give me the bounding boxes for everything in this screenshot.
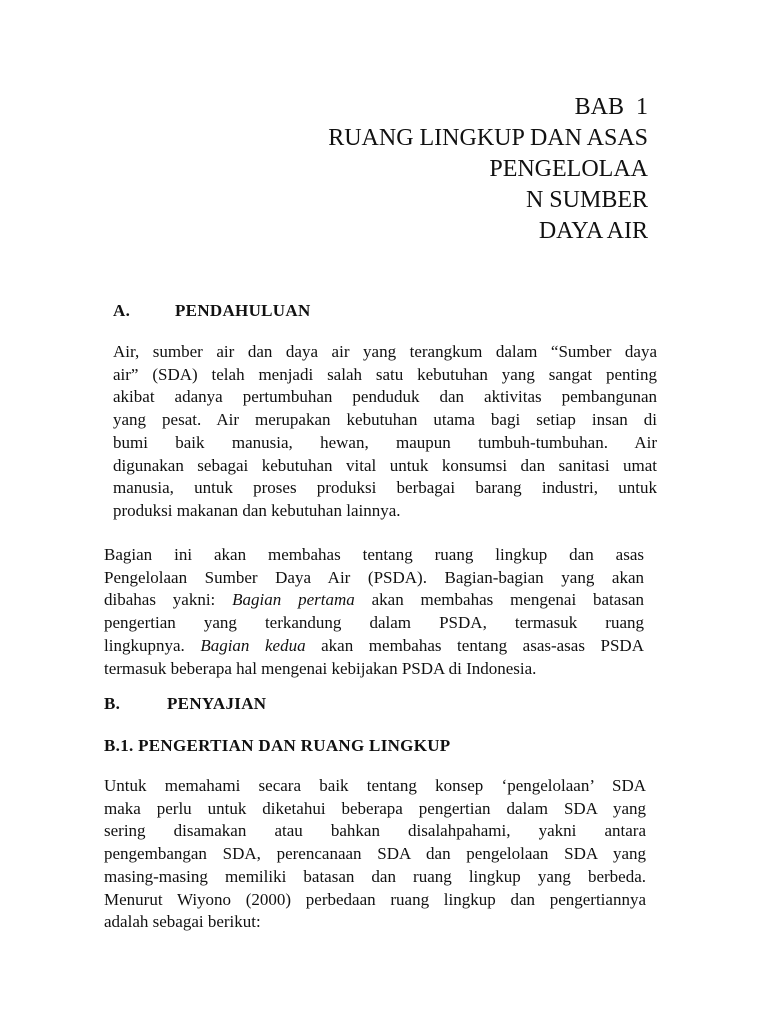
section-a-number: A.: [113, 301, 131, 320]
chapter-title-line: RUANG LINGKUP DAN ASAS: [328, 125, 648, 151]
paragraph-line: Air, sumber air dan daya air yang terangkum dalam “Sumber daya: [113, 342, 657, 361]
chapter-title-line: BAB 1: [574, 94, 648, 120]
chapter-title-line: DAYA AIR: [538, 218, 648, 244]
paragraph-introduction: [113, 341, 657, 523]
paragraph-line: pengertian yang terkandung dalam PSDA, termasuk ruang: [104, 613, 644, 633]
text-run: akan membahas mengenai batasan: [354, 590, 644, 610]
paragraph-line: Untuk memahami secara baik tentang konsep ‘pengelolaan’ SDA: [104, 776, 646, 795]
section-b-heading: [104, 694, 266, 714]
paragraph-line: [104, 635, 644, 658]
paragraph-line: [104, 589, 644, 612]
section-b1-label: B.1. PENGERTIAN DAN RUANG LINGKUP: [104, 736, 451, 755]
chapter-title-line: PENGELOLAA: [489, 156, 648, 182]
text-run: akan membahas tentang asas-asas PSDA: [305, 635, 644, 655]
paragraph-line: sering disamakan atau bahkan disalahpahami, yakni antara: [104, 821, 646, 841]
emphasis-bagian-pertama: Bagian pertama: [232, 590, 355, 610]
section-b1-heading: [104, 736, 451, 756]
paragraph-line: termasuk beberapa hal mengenai kebijakan PSDA di Indonesia.: [104, 658, 537, 678]
paragraph-line: Menurut Wiyono (2000) perbedaan ruang lingkup dan pengertiannya: [104, 889, 646, 909]
paragraph-line: adalah sebagai berikut:: [104, 912, 261, 932]
paragraph-overview: [104, 544, 644, 680]
paragraph-line: air” (SDA) telah menjadi salah satu kebutuhan yang sangat penting: [113, 364, 657, 384]
paragraph-line: Pengelolaan Sumber Daya Air (PSDA). Bagian-bagian yang akan: [104, 567, 644, 587]
paragraph-line: yang pesat. Air merupakan kebutuhan utama bagi setiap insan di: [113, 410, 657, 430]
paragraph-line: maka perlu untuk diketahui beberapa pengertian dalam SDA yang: [104, 798, 646, 818]
chapter-title-line: N SUMBER: [525, 187, 648, 213]
emphasis-bagian-kedua: Bagian kedua: [200, 635, 306, 655]
section-b-number: B.: [104, 694, 121, 713]
paragraph-line: produksi makanan dan kebutuhan lainnya.: [113, 500, 401, 520]
text-run: dibahas yakni:: [104, 590, 233, 610]
chapter-title: [328, 92, 648, 247]
paragraph-line: manusia, untuk proses produksi berbagai barang industri, untuk: [113, 478, 657, 498]
paragraph-line: akibat adanya pertumbuhan penduduk dan aktivitas pembangunan: [113, 387, 657, 407]
paragraph-line: masing-masing memiliki batasan dan ruang lingkup yang berbeda.: [104, 866, 646, 886]
section-a-heading: [113, 301, 311, 321]
paragraph-definition: [104, 775, 646, 934]
section-b-label: PENYAJIAN: [167, 694, 267, 713]
paragraph-line: Bagian ini akan membahas tentang ruang lingkup dan asas: [104, 545, 644, 564]
text-run: lingkupnya.: [104, 635, 201, 655]
paragraph-line: bumi baik manusia, hewan, maupun tumbuh-tumbuhan. Air: [113, 432, 657, 452]
section-a-label: PENDAHULUAN: [175, 301, 311, 320]
paragraph-line: pengembangan SDA, perencanaan SDA dan pengelolaan SDA yang: [104, 844, 646, 864]
paragraph-line: digunakan sebagai kebutuhan vital untuk konsumsi dan sanitasi umat: [113, 455, 657, 475]
